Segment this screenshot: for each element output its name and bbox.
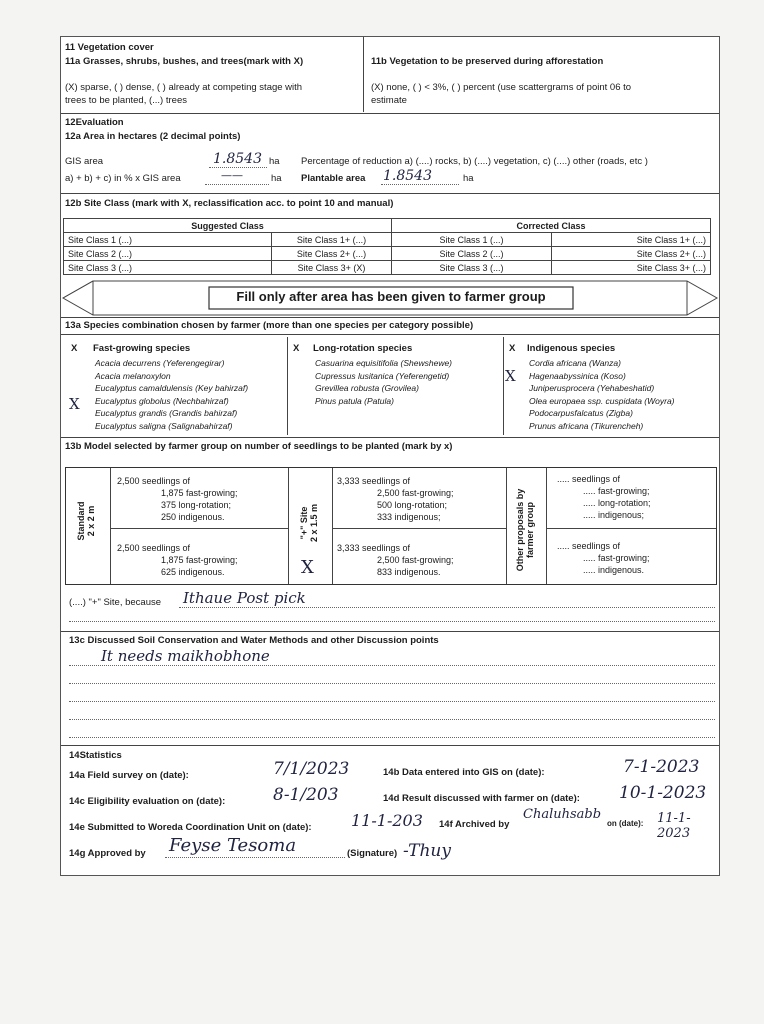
section-11a-title: 11a Grasses, shrubs, bushes, and trees(mark with X) (65, 56, 304, 67)
list-item[interactable]: Olea europaea ssp. cuspidata (Woyra) (529, 395, 675, 406)
submitted-date[interactable]: 11-1-203 (351, 811, 423, 830)
list-item[interactable]: Eucalyptus globolus (Nechbahirzaf) (95, 395, 229, 406)
archived-date[interactable]: 11-1-2023 (657, 811, 691, 841)
fast-growing-x-mark: X (69, 395, 80, 413)
site-class-cell[interactable]: Site Class 2+ (...) (552, 247, 711, 261)
plus-site-x-mark: X (301, 557, 314, 578)
field-survey-date[interactable]: 7/1/2023 (273, 759, 350, 779)
site-class-cell[interactable]: Site Class 1 (...) (392, 233, 552, 247)
plus-site-because-value[interactable]: Ithaue Post pick (183, 589, 306, 607)
form-sheet (60, 36, 720, 876)
approved-by-label: 14g Approved by (69, 848, 146, 859)
site-class-table (63, 218, 711, 275)
section-14-title: 14Statistics (69, 750, 122, 761)
corrected-class-header: Corrected Class (392, 219, 711, 233)
signature-value[interactable]: -Thuy (403, 841, 451, 861)
section-11a-options-line2: trees to be planted, (...) trees (65, 95, 187, 106)
list-item[interactable]: Prunus africana (Tikurencheh) (529, 420, 644, 431)
list-item[interactable]: Eucalyptus saligna (Salignabahirzaf) (95, 420, 233, 431)
indig-x-header: X (509, 343, 516, 354)
list-item[interactable]: Acacia decurrens (Yeferengegirar) (95, 358, 225, 368)
site-class-cell[interactable]: Site Class 3 (...) (64, 261, 272, 275)
long-rotation-header: Long-rotation species (313, 343, 413, 354)
list-item[interactable]: Cupressus lusitanica (Yeferengetid) (315, 370, 450, 381)
other-option-1[interactable]: ..... seedlings of ..... fast-growing; ..... long-rotation; ..... indigenous; (557, 474, 651, 520)
long-x-header: X (293, 343, 300, 354)
site-class-cell[interactable]: Site Class 2+ (...) (272, 247, 392, 261)
plantable-area-unit: ha (463, 173, 474, 184)
indigenous-header: Indigenous species (527, 343, 616, 354)
discussion-points-value[interactable]: It needs maikhobhone (101, 647, 270, 665)
archived-label: 14f Archived by (439, 819, 510, 830)
banner-text: Fill only after area has been given to farmer group (236, 289, 546, 304)
other-option-2[interactable]: ..... seedlings of ..... fast-growing; ..... indigenous. (557, 541, 650, 575)
site-class-cell[interactable]: Site Class 3 (...) (392, 261, 552, 275)
table-row (64, 247, 711, 261)
list-item[interactable]: Hagenaabyssinica (Koso) (529, 370, 626, 381)
site-class-cell[interactable]: Site Class 2 (...) (64, 247, 272, 261)
approved-by-name[interactable]: Feyse Tesoma (169, 835, 297, 856)
list-item[interactable]: Pinus patula (Patula) (315, 395, 394, 406)
signature-label: (Signature) (347, 848, 398, 859)
long-rotation-list (315, 357, 452, 407)
site-class-cell[interactable]: Site Class 2 (...) (392, 247, 552, 261)
formula-label: a) + b) + c) in % x GIS area (65, 173, 181, 184)
formula-unit: ha (271, 173, 282, 184)
plus-site-label: "+" Site 2 x 1.5 m (299, 503, 319, 543)
archived-on-label: on (date): (607, 819, 644, 828)
standard-option-2[interactable]: 2,500 seedlings of 1,875 fast-growing; 625 indigenous. (117, 543, 238, 577)
plantable-area-label: Plantable area (301, 173, 366, 184)
section-13b-title: 13b Model selected by farmer group on number of seedlings to be planted (mark by x) (65, 441, 453, 452)
formula-value: —— (221, 169, 243, 182)
list-item[interactable]: Grevillea robusta (Grovilea) (315, 383, 419, 394)
plantable-area-value: 1.8543 (383, 168, 432, 184)
site-class-cell[interactable]: Site Class 1 (...) (64, 233, 272, 247)
table-row (64, 233, 711, 247)
section-12a-title: 12a Area in hectares (2 decimal points) (65, 131, 241, 142)
indigenous-x-mark: X (505, 367, 516, 385)
standard-label: Standard 2 x 2 m (76, 501, 96, 541)
site-class-cell[interactable]: Site Class 3+ (X) (272, 261, 392, 275)
field-survey-label: 14a Field survey on (date): (69, 770, 189, 781)
list-item[interactable]: Eucalyptus camaldulensis (Key bahirzaf) (95, 383, 249, 394)
site-class-cell[interactable]: Site Class 1+ (...) (272, 233, 392, 247)
site-class-cell[interactable]: Site Class 1+ (...) (552, 233, 711, 247)
plus-site-option-2[interactable]: 3,333 seedlings of 2,500 fast-growing; 833 indigenous. (337, 543, 454, 577)
submitted-label: 14e Submitted to Woreda Coordination Unit on (date): (69, 822, 312, 833)
list-item[interactable]: Cordia africana (Wanza) (529, 358, 621, 368)
plus-site-option-1[interactable]: 3,333 seedlings of 2,500 fast-growing; 500 long-rotation; 333 indigenous; (337, 476, 454, 522)
section-12-title: 12Evaluation (65, 117, 124, 128)
section-12b-title: 12b Site Class (mark with X, reclassification acc. to point 10 and manual) (65, 198, 394, 209)
gis-area-value: 1.8543 (213, 151, 262, 167)
section-11b-title: 11b Vegetation to be preserved during afforestation (371, 56, 604, 67)
list-item[interactable]: Eucalyptus grandis (Grandis bahirzaf) (95, 408, 238, 419)
section-11-title: 11 Vegetation cover (65, 42, 154, 53)
suggested-class-header: Suggested Class (64, 219, 392, 233)
list-item[interactable]: Juniperusprocera (Yehabeshatid) (529, 383, 655, 394)
list-item[interactable]: Casuarina equisitifolia (Shewshewe) (315, 358, 453, 368)
other-proposals-label: Other proposals by farmer group (515, 488, 535, 572)
gis-area-unit: ha (269, 156, 280, 167)
section-13c-title: 13c Discussed Soil Conservation and Water Methods and other Discussion points (69, 635, 439, 646)
section-11b-options-line2: estimate (371, 95, 407, 106)
list-item[interactable]: Acacia melanoxylon (95, 370, 171, 381)
fast-x-header: X (71, 343, 78, 354)
section-11b-options-line1: (X) none, ( ) < 3%, ( ) percent (use scattergrams of point 06 to (371, 82, 632, 93)
reduction-text: Percentage of reduction a) (....) rocks, b) (....) vegetation, c) (....) other (roads, etc ) (301, 156, 648, 167)
result-discussed-date[interactable]: 10-1-2023 (619, 783, 707, 803)
eligibility-date[interactable]: 8-1/203 (273, 785, 339, 805)
section-13a-title: 13a Species combination chosen by farmer (more than one species per category possible) (65, 320, 474, 331)
table-row (64, 261, 711, 275)
section-11a-options-line1: (X) sparse, ( ) dense, ( ) already at competing stage with (65, 82, 303, 93)
plus-site-because-label: (....) "+" Site, because (69, 597, 162, 608)
gis-area-label: GIS area (65, 156, 104, 167)
gis-entry-date[interactable]: 7-1-2023 (623, 757, 700, 777)
indigenous-list (529, 357, 675, 433)
site-class-cell[interactable]: Site Class 3+ (...) (552, 261, 711, 275)
fast-growing-list (95, 357, 248, 433)
archived-by-name[interactable]: Chaluhsabb (523, 807, 602, 822)
fast-growing-header: Fast-growing species (93, 343, 191, 354)
list-item[interactable]: Podocarpusfalcatus (Zigba) (529, 408, 633, 419)
result-discussed-label: 14d Result discussed with farmer on (date): (383, 793, 580, 804)
gis-entry-label: 14b Data entered into GIS on (date): (383, 767, 545, 778)
standard-option-1[interactable]: 2,500 seedlings of 1,875 fast-growing; 375 long-rotation; 250 indigenous. (117, 476, 238, 522)
eligibility-label: 14c Eligibility evaluation on (date): (69, 796, 226, 807)
